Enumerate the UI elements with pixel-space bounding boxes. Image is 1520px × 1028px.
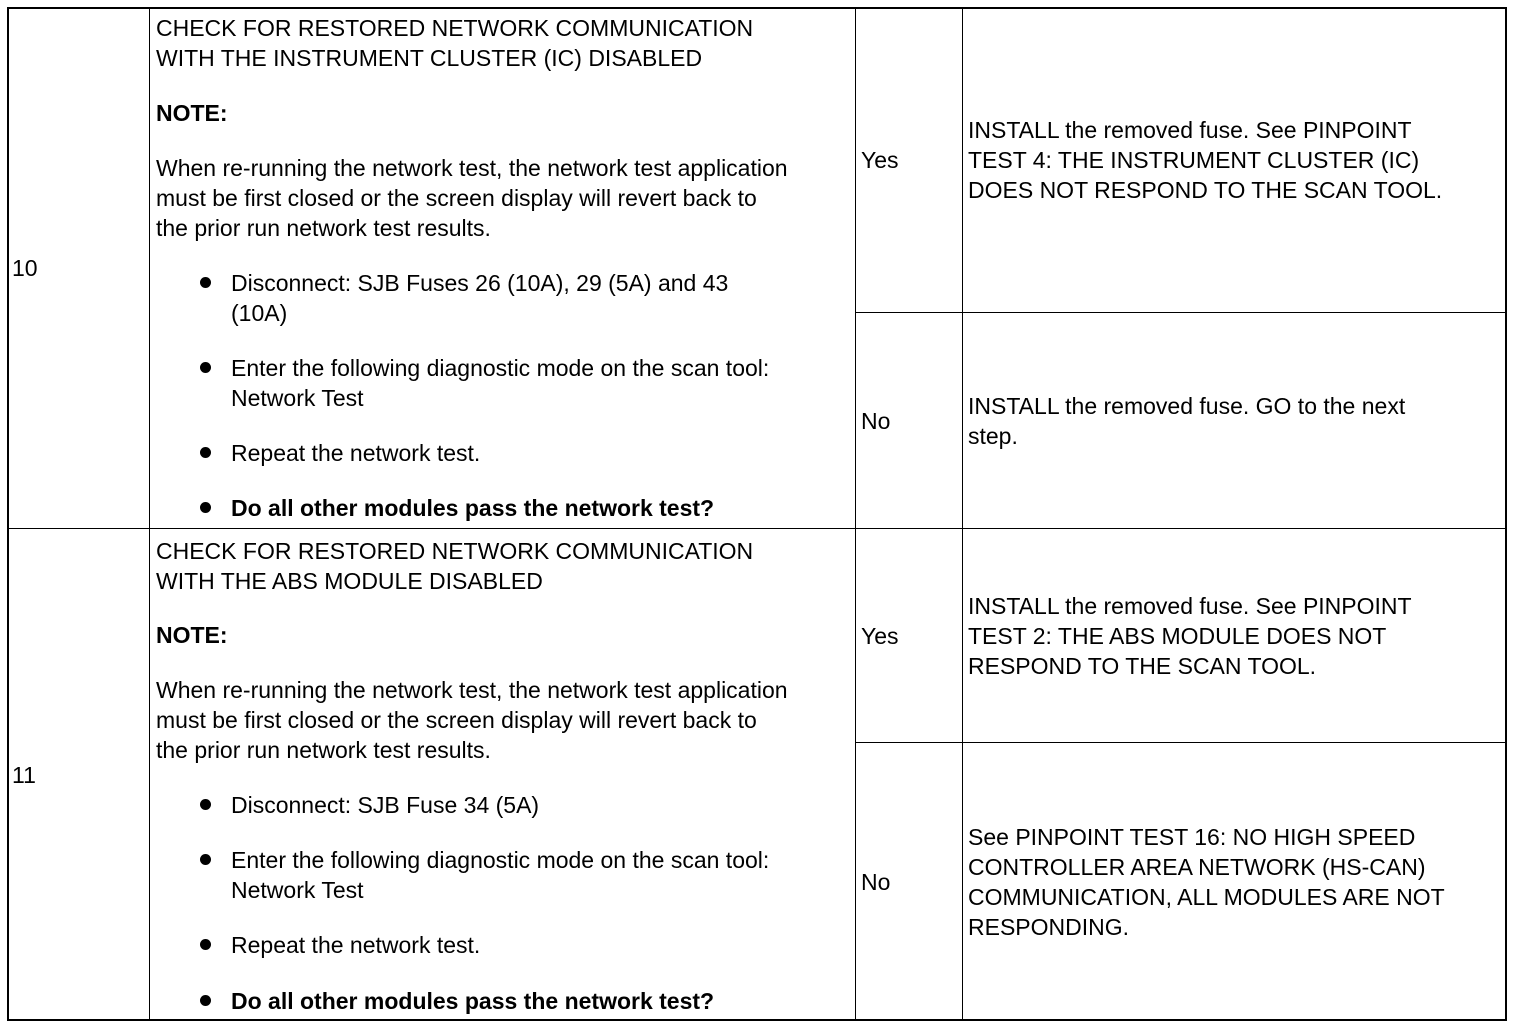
bullet-icon (200, 447, 211, 458)
no-action-line: COMMUNICATION, ALL MODULES ARE NOT (968, 884, 1445, 910)
bullet-question: Do all other modules pass the network test? (231, 988, 715, 1014)
note-line: When re-running the network test, the network test application (156, 155, 788, 181)
yes-action-line: TEST 2: THE ABS MODULE DOES NOT (968, 623, 1387, 649)
note-line: the prior run network test results. (156, 737, 491, 763)
bullet-text: Repeat the network test. (231, 440, 481, 466)
bullet-icon (200, 799, 211, 810)
step-number: 11 (12, 762, 36, 788)
yes-action-line: INSTALL the removed fuse. See PINPOINT (968, 117, 1412, 143)
bullet-icon (200, 502, 211, 513)
bullet-text: Enter the following diagnostic mode on the scan tool: (231, 355, 770, 381)
bullet-text: Network Test (231, 385, 364, 411)
bullet-question: Do all other modules pass the network test? (231, 495, 715, 521)
bullet-text: Enter the following diagnostic mode on the scan tool: (231, 847, 770, 873)
row-divider (7, 528, 1507, 529)
note-line: the prior run network test results. (156, 215, 491, 241)
bullet-text: (10A) (231, 300, 288, 326)
yes-action-line: RESPOND TO THE SCAN TOOL. (968, 653, 1317, 679)
bullet-icon (200, 854, 211, 865)
step-title-line: CHECK FOR RESTORED NETWORK COMMUNICATION (156, 15, 754, 41)
row10-answer-divider (855, 312, 1507, 313)
note-line: When re-running the network test, the network test application (156, 677, 788, 703)
bullet-icon (200, 995, 211, 1006)
no-action-line: CONTROLLER AREA NETWORK (HS-CAN) (968, 854, 1426, 880)
note-label: NOTE: (156, 100, 228, 126)
column-divider-answer (962, 7, 963, 1021)
bullet-icon (200, 939, 211, 950)
step-title-line: WITH THE INSTRUMENT CLUSTER (IC) DISABLED (156, 45, 703, 71)
yes-action-line: INSTALL the removed fuse. See PINPOINT (968, 593, 1412, 619)
no-action-line: INSTALL the removed fuse. GO to the next (968, 393, 1406, 419)
bullet-text: Network Test (231, 877, 364, 903)
step-title-line: CHECK FOR RESTORED NETWORK COMMUNICATION (156, 538, 754, 564)
column-divider-action (855, 7, 856, 1021)
yes-action-line: DOES NOT RESPOND TO THE SCAN TOOL. (968, 177, 1443, 203)
yes-label: Yes (861, 147, 899, 173)
note-line: must be first closed or the screen display will revert back to (156, 185, 757, 211)
bullet-icon (200, 362, 211, 373)
yes-label: Yes (861, 623, 899, 649)
no-label: No (861, 408, 891, 434)
no-action-line: See PINPOINT TEST 16: NO HIGH SPEED (968, 824, 1416, 850)
no-label: No (861, 869, 891, 895)
no-action-line: RESPONDING. (968, 914, 1130, 940)
bullet-icon (200, 277, 211, 288)
bullet-text: Repeat the network test. (231, 932, 481, 958)
column-divider-step (149, 7, 150, 1021)
step-number: 10 (12, 255, 38, 281)
bullet-text: Disconnect: SJB Fuses 26 (10A), 29 (5A) and 43 (231, 270, 729, 296)
row11-answer-divider (855, 742, 1507, 743)
no-action-line: step. (968, 423, 1018, 449)
note-line: must be first closed or the screen display will revert back to (156, 707, 757, 733)
bullet-text: Disconnect: SJB Fuse 34 (5A) (231, 792, 540, 818)
yes-action-line: TEST 4: THE INSTRUMENT CLUSTER (IC) (968, 147, 1420, 173)
note-label: NOTE: (156, 622, 228, 648)
step-title-line: WITH THE ABS MODULE DISABLED (156, 568, 543, 594)
